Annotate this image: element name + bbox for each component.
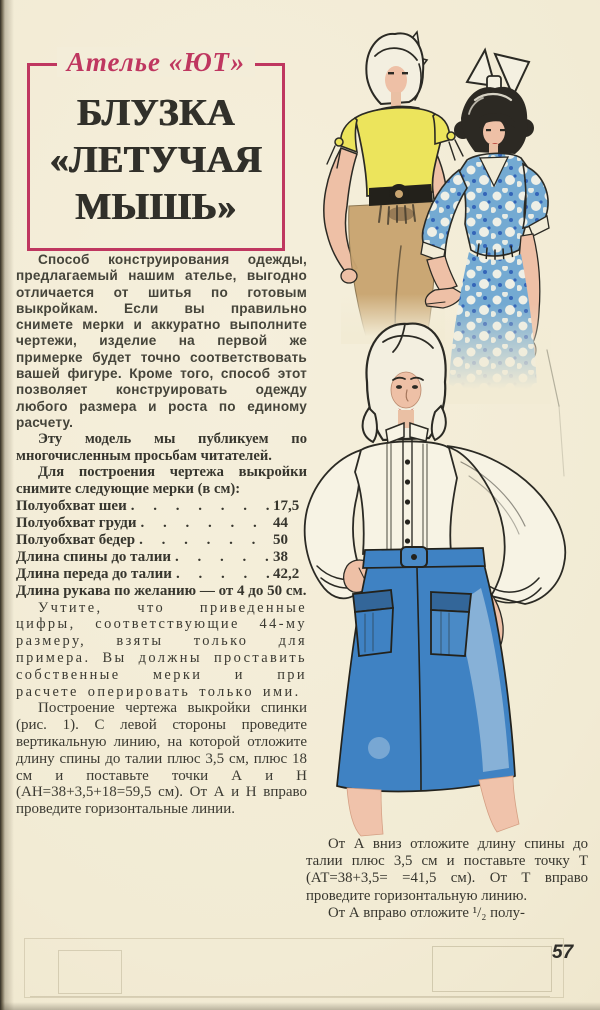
measurement-label: Полуобхват груди [16,514,137,531]
measurement-row [16,532,307,549]
measurement-label: Полуобхват бедер [16,531,136,548]
dot-leader [127,498,273,515]
right-column [306,836,588,922]
measurement-row [16,549,307,566]
article-title [30,90,282,231]
dot-leader [137,515,273,532]
column2-paragraph-2: От А вправо отложите ¹/₂ полу- [328,904,525,921]
scan-edge-left [0,0,14,1010]
measurement-label: Длина переда до талии [16,565,172,582]
measurement-label: Длина спины до талии [16,548,172,565]
bleedthrough-rect [58,950,122,994]
note-paragraph: Учтите, что приведенные цифры, соответствующие 44-му размеру, взяты только для примера. Вы должны проставить собственные мерки и при расчете оперировать только ими. [16,599,307,700]
article-title-line3: МЫШЬ» [75,186,237,228]
section-header [30,47,282,78]
measurement-value: 44 [273,514,288,531]
title-box [27,47,285,251]
measurement-row [16,515,307,532]
bleedthrough-rect [432,946,552,992]
measurement-label: Полуобхват шеи [16,497,127,514]
dot-leader [171,549,273,566]
sleeve-measurement: Длина рукава по желанию — от 4 до 50 см. [16,582,307,599]
section-header-label: Ателье «ЮТ» [57,47,255,77]
article-title-line2: «ЛЕТУЧАЯ [49,139,263,181]
left-column [16,252,307,818]
measurement-value: 17,5 [273,497,300,514]
construction-paragraph: Построение чертежа выкройки спинки (рис. 1). С левой стороны проведите вертикальную линию, на которой отложите длину спины до талии плюс 3,5 см, плюс 18 см и поставьте точки А и Н (АН=38+3,5+18=59,5 см). От А и Н вправо проведите горизонтальные линии. [16,700,307,818]
intro-paragraph: Способ конструирования одежды, предлагаемый нашим ателье, выгодно отличается от шитья по готовым выкройкам. Если вы правильно снимете мерки и аккуратно выполните чертежи, изделие на первой же примерке будет точно соответствовать вашей фигуре. Кроме того, способ этот позволяет конструировать одежду любого размера и роста по единому расчету. [16,252,307,430]
column2-paragraph-1: От А вниз отложите длину спины до талии плюс 3,5 см и поставьте точку Т (АТ=38+3,5= =41,5 см). От Т вправо проведите горизонтальную линию. [306,836,588,904]
dot-leader [135,532,273,549]
measurement-value: 42,2 [273,565,300,582]
page-number: 57 [552,942,574,963]
measurements-intro: Для построения чертежа выкройки снимите следующие мерки (в см): [16,464,307,498]
model-paragraph: Эту модель мы публикуем по многочисленным просьбам читателей. [16,431,307,464]
dot-leader [172,566,273,583]
measurement-value: 50 [273,531,288,548]
article-title-line1: БЛУЗКА [77,92,235,134]
fashion-illustration [283,6,600,838]
measurement-row [16,498,307,515]
scan-edge-bottom [0,1002,600,1010]
bleedthrough-line [30,996,550,997]
measurement-row [16,566,307,583]
measurement-value: 38 [273,548,288,565]
